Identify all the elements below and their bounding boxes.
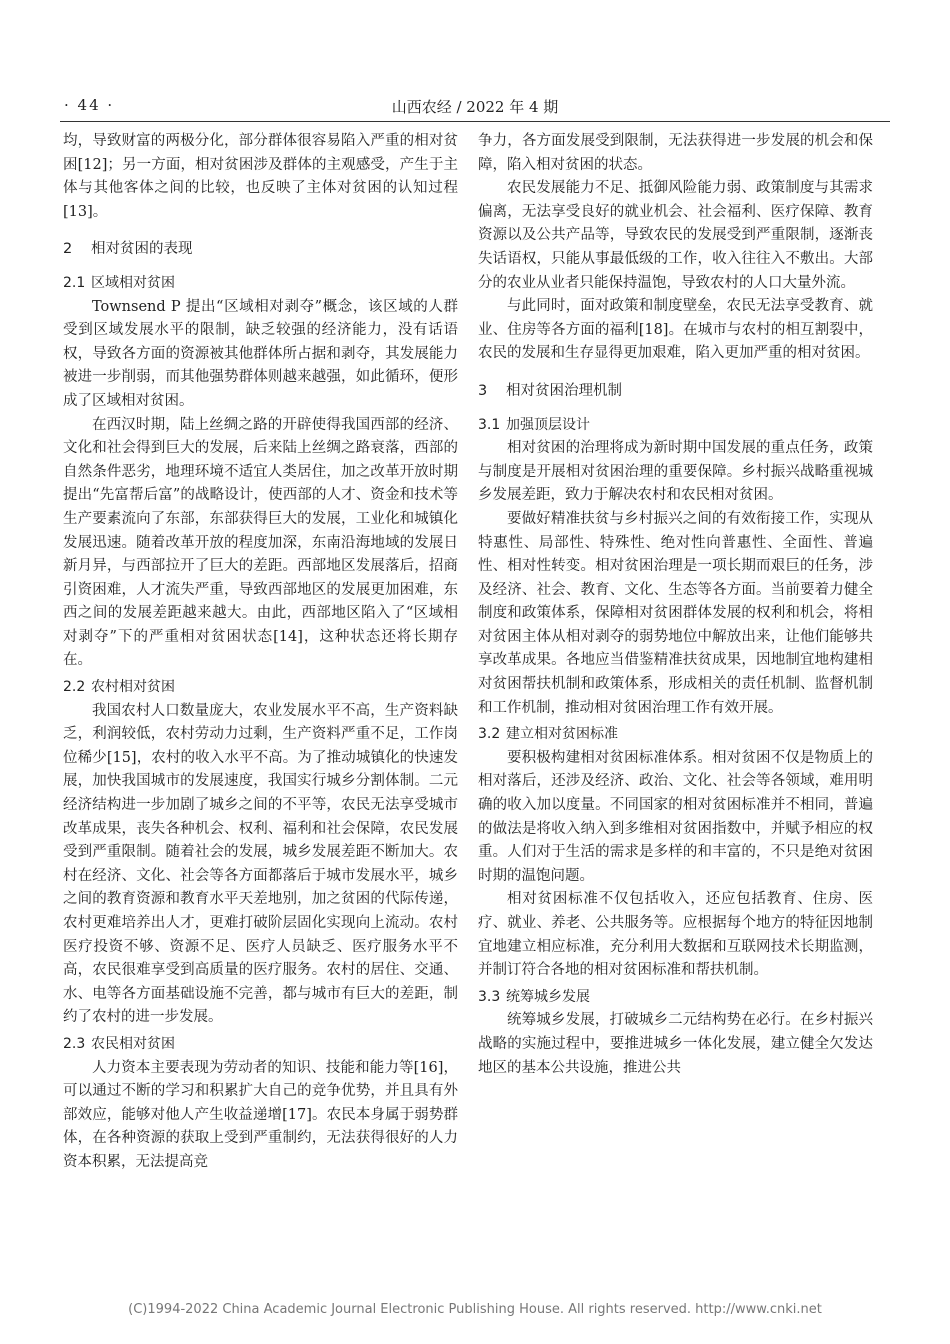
paragraph: 相对贫困标准不仅包括收入，还应包括教育、住房、医疗、就业、养老、公共服务等。应根据每个地方的特征因地制宜地建立相应标准，充分利用大数据和互联网技术长期监测，并制订符合各地的相对贫困标准和帮扶机制。 <box>478 891 873 979</box>
paragraph: 我国农村人口数量庞大，农业发展水平不高，生产资料缺乏，利润较低，农村劳动力过剩，生产资料严重不足，工作岗位稀少[15]，农村的收入水平不高。为了推动城镇化的快速发展，加快我国城市的发展速度，我国实行城乡分割体制。二元经济结构进一步加剧了城乡之间的不平等，农民无法享受城市改革成果，丧失各种机会、权利、福利和社会保障，农民发展受到严重限制。随着社会的发展，城乡发展差距不断加大。农村在经济、文化、社会等各方面都落后于城市发展水平，城乡之间的教育资源和教育水平天差地别，加之贫困的代际传递，农村更难培养出人才，更难打破阶层固化实现向上流动。农村医疗投资不够、资源不足、医疗人员缺乏、医疗服务水平不高，农民很难享受到高质量的医疗服务。农村的居住、交通、水、电等各方面基础设施不完善，都与城市有巨大的差距，制约了农村的进一步发展。 <box>63 702 458 1026</box>
paragraph: 争力，各方面发展受到限制，无法获得进一步发展的机会和保障，陷入相对贫困的状态。 <box>478 133 873 173</box>
section-heading-3: 3 相对贫困治理机制 <box>478 382 622 399</box>
section-heading-2: 2 相对贫困的表现 <box>63 241 193 258</box>
paragraph: 要积极构建相对贫困标准体系。相对贫困不仅是物质上的相对落后，还涉及经济、政治、文化、社会等各领域，难用明确的收入加以度量。不同国家的相对贫困标准并不相同，普遍的做法是将收入纳入到多维相对贫困指数中，并赋予相应的权重。人们对于生活的需求是多样的和丰富的，不只是绝对贫困时期的温饱问题。 <box>478 749 873 884</box>
paragraph: 与此同时，面对政策和制度壁垒，农民无法享受教育、就业、住房等各方面的福利[18]。在城市与农村的相互割裂中，农民的发展和生存显得更加艰难，陷入更加严重的相对贫困。 <box>478 298 873 362</box>
paragraph: 均，导致财富的两极分化，部分群体很容易陷入严重的相对贫困[12]；另一方面，相对贫困涉及群体的主观感受，产生于主体与其他客体之间的比较，也反映了主体对贫困的认知过程[13]。 <box>63 133 458 220</box>
subsection-heading-3-3: 3.3 统筹城乡发展 <box>478 988 590 1005</box>
paragraph: 人力资本主要表现为劳动者的知识、技能和能力等[16]，可以通过不断的学习和积累扩大自己的竞争优势，并且具有外部效应，能够对他人产生收益递增[17]。农民本身属于弱势群体，在各种资源的获取上受到严重制约，无法获得很好的人力资本积累，无法提高竞 <box>63 1059 458 1170</box>
subsection-heading-2-1: 2.1 区域相对贫困 <box>63 274 175 291</box>
paragraph: Townsend P 提出“区域相对剥夺”概念，该区域的人群受到区域发展水平的限制，缺乏较强的经济能力，没有话语权，导致各方面的资源被其他群体所占据和剥夺，其发展能力被进一步削弱，而其他强势群体则越来越强，如此循环，便形成了区域相对贫困。 <box>63 298 458 409</box>
page-header <box>60 96 890 122</box>
page-number: · 44 · <box>64 96 115 114</box>
paragraph: 统筹城乡发展，打破城乡二元结构势在必行。在乡村振兴战略的实施过程中，要推进城乡一体化发展，建立健全欠发达地区的基本公共设施，推进公共 <box>478 1012 873 1076</box>
paragraph: 要做好精准扶贫与乡村振兴之间的有效衔接工作，实现从特惠性、局部性、特殊性、绝对性向普惠性、全面性、普遍性、相对性转变。相对贫困治理是一项长期而艰巨的任务，涉及经济、社会、教育、文化、生态等各方面。当前要着力健全制度和政策体系，保障相对贫困群体发展的权利和机会，将相对贫困主体从相对剥夺的弱势地位中解放出来，让他们能够共享改革成果。各地应当借鉴精准扶贫成果，因地制宜地构建相对贫困帮扶机制和政策体系，形成相关的责任机制、监督机制和工作机制，推动相对贫困治理工作有效开展。 <box>478 510 873 716</box>
subsection-heading-3-2: 3.2 建立相对贫困标准 <box>478 726 618 743</box>
journal-title: 山西农经 / 2022 年 4 期 <box>391 98 559 116</box>
paragraph: 在西汉时期，陆上丝绸之路的开辟使得我国西部的经济、文化和社会得到巨大的发展，后来陆上丝绸之路衰落，西部的自然条件恶劣，地理环境不适宜人类居住，加之改革开放时期提出“先富帮后富”的战略设计，使西部的人才、资金和技术等生产要素流向了东部，东部获得巨大的发展，工业化和城镇化发展迅速。随着改革开放的程度加深，东南沿海地域的发展日新月异，与西部拉开了巨大的差距。西部地区发展落后，招商引资困难，人才流失严重，导致西部地区的发展更加困难，东西之间的发展差距越来越大。由此，西部地区陷入了“区域相对剥夺”下的严重相对贫困状态[14]，这种状态还将长期存在。 <box>63 416 458 669</box>
copyright-footer: (C)1994-2022 China Academic Journal Electronic Publishing House. All rights reserved. http://www.cnki.net <box>128 1302 822 1317</box>
subsection-heading-3-1: 3.1 加强顶层设计 <box>478 416 590 433</box>
right-column <box>478 130 873 1080</box>
paragraph: 相对贫困的治理将成为新时期中国发展的重点任务，政策与制度是开展相对贫困治理的重要保障。乡村振兴战略重视城乡发展差距，致力于解决农村和农民相对贫困。 <box>478 440 873 504</box>
header-rule <box>60 121 890 122</box>
left-column <box>63 130 458 1175</box>
subsection-heading-2-2: 2.2 农村相对贫困 <box>63 679 175 696</box>
paragraph: 农民发展能力不足、抵御风险能力弱、政策制度与其需求偏离，无法享受良好的就业机会、社会福利、医疗保障、教育资源以及公共产品等，导致农民的发展受到严重限制，逐渐丧失话语权，只能从事最低级的工作，收入往往入不敷出。大部分的农业从业者只能保持温饱，导致农村的人口大量外流。 <box>478 180 873 291</box>
subsection-heading-2-3: 2.3 农民相对贫困 <box>63 1035 175 1052</box>
